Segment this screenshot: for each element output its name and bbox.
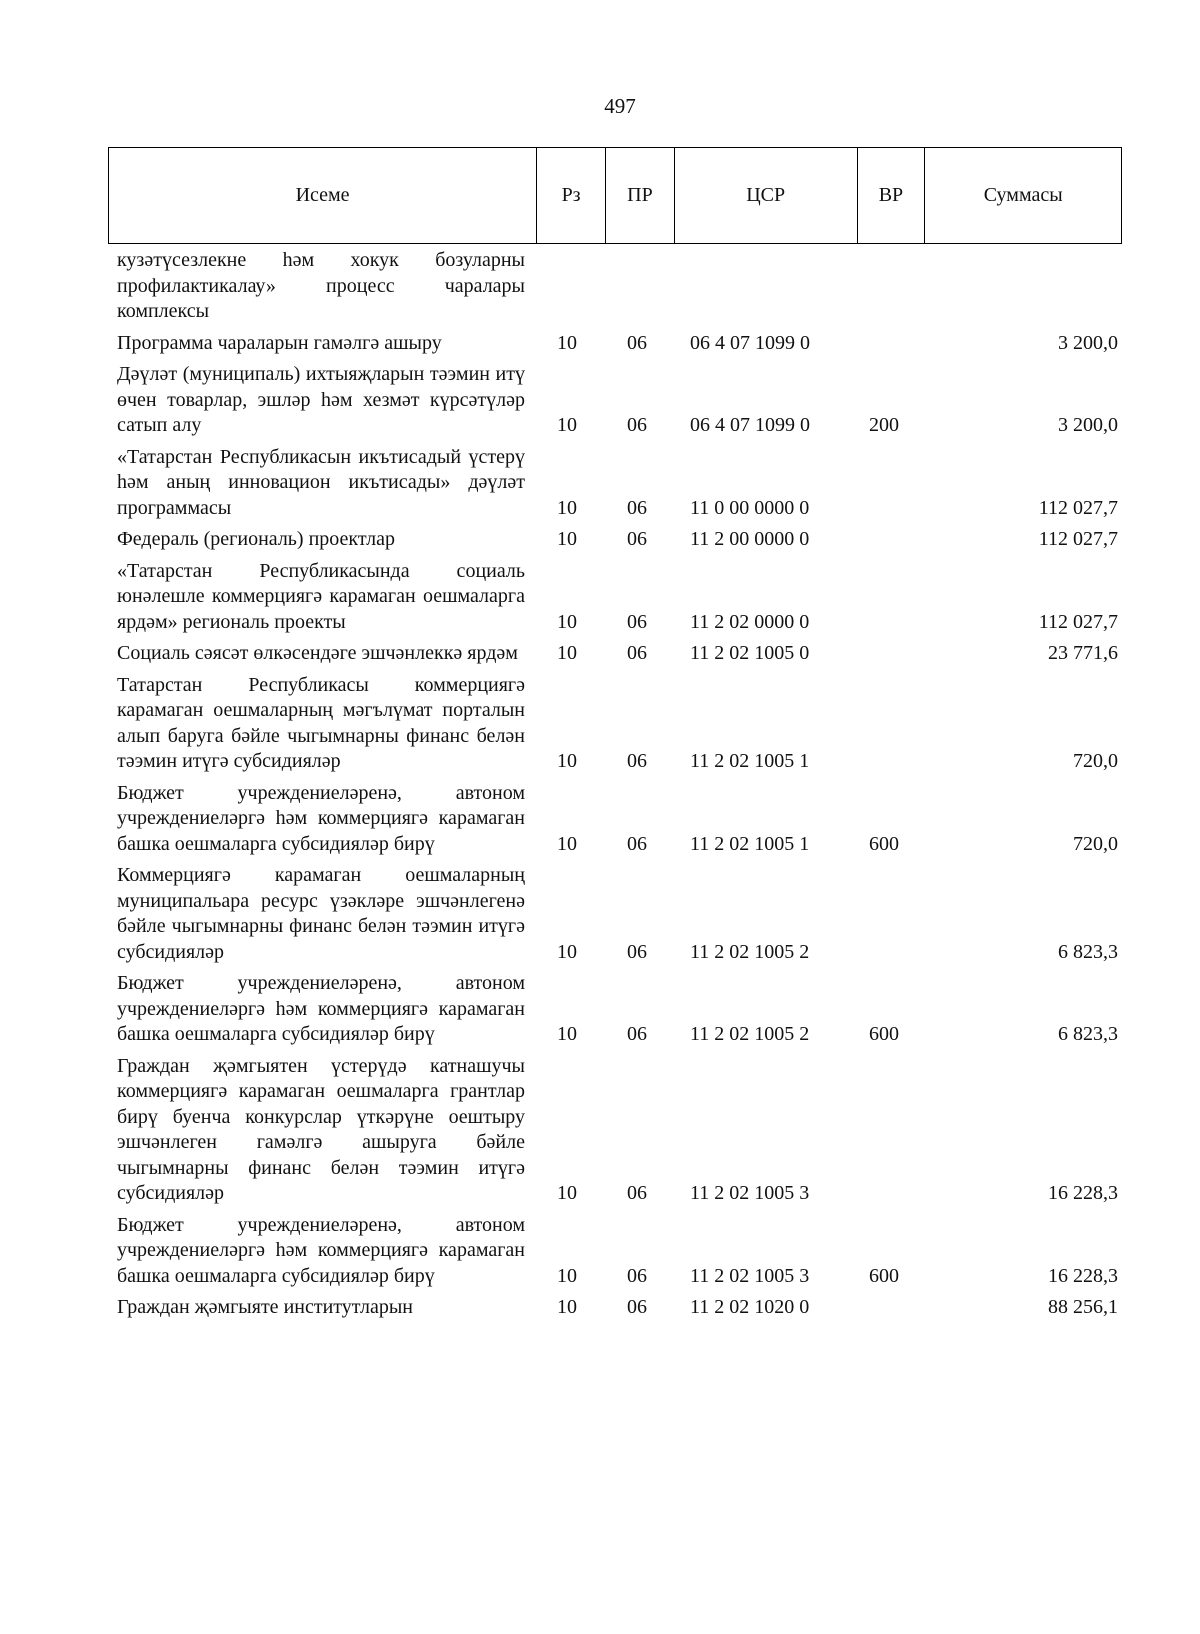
table-row <box>0 781 1200 858</box>
row-pr: 06 <box>627 331 647 354</box>
row-pr: 06 <box>627 940 647 963</box>
row-pr: 06 <box>627 610 647 633</box>
row-vr: 600 <box>869 832 899 855</box>
table-row <box>0 331 1200 357</box>
table-row <box>0 971 1200 1048</box>
row-rz: 10 <box>557 1296 577 1318</box>
table-row <box>0 863 1200 965</box>
row-sum: 3 200,0 <box>1058 331 1118 354</box>
row-rz: 10 <box>557 642 577 664</box>
row-rz: 10 <box>557 496 577 519</box>
table-row <box>0 673 1200 775</box>
row-name: Социаль сәясәт өлкәсендәге эшчәнлеккә ярдәм <box>117 642 518 664</box>
row-name: Бюджет учреждениеләренә, автоном учреждениеләргә һәм коммерциягә карамаган башка оешмаларга субсидияләр бирү <box>117 1213 525 1287</box>
row-pr: 06 <box>627 1296 647 1318</box>
header-rz: Рз <box>537 148 606 243</box>
row-name: Федераль (региональ) проектлар <box>117 528 395 550</box>
row-rz: 10 <box>557 528 577 550</box>
row-name: Граждан җәмгыятен үстерүдә катнашучы коммерциягә карамаган оешмаларга грантлар бирү буенча конкурслар үткәрүне оештыру эшчәнлеген гамәлгә ашыруга бәйле чыгымнарны финанс белән тәэмин итүгә субсидияләр <box>117 1054 525 1204</box>
table-row <box>0 248 1200 325</box>
row-pr: 06 <box>627 496 647 519</box>
row-csr: 11 2 02 1005 1 <box>690 832 810 855</box>
row-pr: 06 <box>627 414 647 436</box>
row-rz: 10 <box>557 610 577 633</box>
row-rz: 10 <box>557 832 577 855</box>
row-name: Бюджет учреждениеләренә, автоном учреждениеләргә һәм коммерциягә карамаган башка оешмаларга субсидияләр бирү <box>117 781 525 855</box>
row-sum: 6 823,3 <box>1058 940 1118 963</box>
row-csr: 11 2 02 1005 2 <box>690 940 810 963</box>
row-rz: 10 <box>557 1264 577 1287</box>
row-csr: 06 4 07 1099 0 <box>690 331 810 354</box>
table-body <box>0 248 1200 1327</box>
row-pr: 06 <box>627 750 647 772</box>
row-sum: 23 771,6 <box>1048 642 1118 664</box>
row-pr: 06 <box>627 1182 647 1204</box>
row-vr: 600 <box>869 1264 899 1287</box>
row-sum: 720,0 <box>1073 832 1118 855</box>
row-name: «Татарстан Республикасын икътисадый үстерү һәм аның инновацион икътисады» дәүләт программасы <box>117 445 525 519</box>
row-name: Татарстан Республикасы коммерциягә карамаган оешмаларның мәгълүмат порталын алып баруга бәйле чыгымнарны финанс белән тәэмин итүгә субсидияләр <box>117 673 525 772</box>
row-name: Программа чараларын гамәлгә ашыру <box>117 331 442 354</box>
row-rz: 10 <box>557 940 577 963</box>
row-sum: 88 256,1 <box>1048 1296 1118 1318</box>
header-pr: ПР <box>606 148 675 243</box>
row-rz: 10 <box>557 414 577 436</box>
header-name: Исеме <box>109 148 537 243</box>
row-csr: 11 2 02 1005 3 <box>690 1264 810 1287</box>
header-sum: Суммасы <box>983 184 1063 206</box>
row-name: Граждан җәмгыяте институтларын <box>117 1296 414 1318</box>
row-sum: 3 200,0 <box>1058 414 1118 436</box>
row-csr: 11 2 02 1020 0 <box>690 1296 810 1318</box>
row-sum: 6 823,3 <box>1058 1023 1118 1045</box>
row-csr: 11 2 02 1005 0 <box>690 642 810 664</box>
row-sum: 16 228,3 <box>1048 1264 1118 1287</box>
row-csr: 11 2 02 0000 0 <box>690 610 810 633</box>
table-row <box>0 527 1200 553</box>
row-csr: 06 4 07 1099 0 <box>690 414 810 436</box>
table-row <box>0 445 1200 522</box>
row-sum: 112 027,7 <box>1038 610 1118 633</box>
row-csr: 11 0 00 0000 0 <box>690 496 810 519</box>
header-vr: ВР <box>858 148 926 243</box>
row-name: Дәүләт (муниципаль) ихтыяҗларын тәэмин итү өчен товарлар, эшләр һәм хезмәт күрсәтүләр сатып алу <box>117 363 525 436</box>
row-name: Коммерциягә карамаган оешмаларның муниципальара ресурс үзәкләре эшчәнлегенә бәйле чыгымнарны финанс белән тәэмин итүгә субсидияләр <box>117 864 525 963</box>
row-pr: 06 <box>627 1264 647 1287</box>
row-sum: 112 027,7 <box>1038 496 1118 519</box>
row-rz: 10 <box>557 1182 577 1204</box>
row-rz: 10 <box>557 1023 577 1045</box>
row-name: «Татарстан Республикасында социаль юнәлешле коммерциягә карамаган оешмаларга ярдәм» региональ проекты <box>117 559 525 633</box>
row-rz: 10 <box>557 331 577 354</box>
row-csr: 11 2 02 1005 1 <box>690 750 810 772</box>
table-row <box>0 1054 1200 1207</box>
row-csr: 11 2 00 0000 0 <box>690 528 810 550</box>
header-csr: ЦСР <box>675 148 858 243</box>
table-row <box>0 559 1200 636</box>
row-vr: 200 <box>869 414 899 436</box>
row-rz: 10 <box>557 750 577 772</box>
row-sum: 720,0 <box>1073 750 1118 772</box>
row-csr: 11 2 02 1005 3 <box>690 1182 810 1204</box>
row-pr: 06 <box>627 528 647 550</box>
row-name: кузәтүсезлекне һәм хокук бозуларны профилактикалау» процесс чаралары комплексы <box>117 249 525 322</box>
row-vr: 600 <box>869 1023 899 1045</box>
table-row <box>0 641 1200 667</box>
row-pr: 06 <box>627 832 647 855</box>
page-number: 497 <box>604 94 636 118</box>
row-pr: 06 <box>627 642 647 664</box>
row-name: Бюджет учреждениеләренә, автоном учреждениеләргә һәм коммерциягә карамаган башка оешмаларга субсидияләр бирү <box>117 972 525 1045</box>
table-row <box>0 1295 1200 1321</box>
row-pr: 06 <box>627 1023 647 1045</box>
row-csr: 11 2 02 1005 2 <box>690 1023 810 1045</box>
table-header <box>108 147 1122 244</box>
row-sum: 16 228,3 <box>1048 1182 1118 1204</box>
table-row <box>0 362 1200 439</box>
row-sum: 112 027,7 <box>1038 528 1118 550</box>
table-row <box>0 1213 1200 1290</box>
